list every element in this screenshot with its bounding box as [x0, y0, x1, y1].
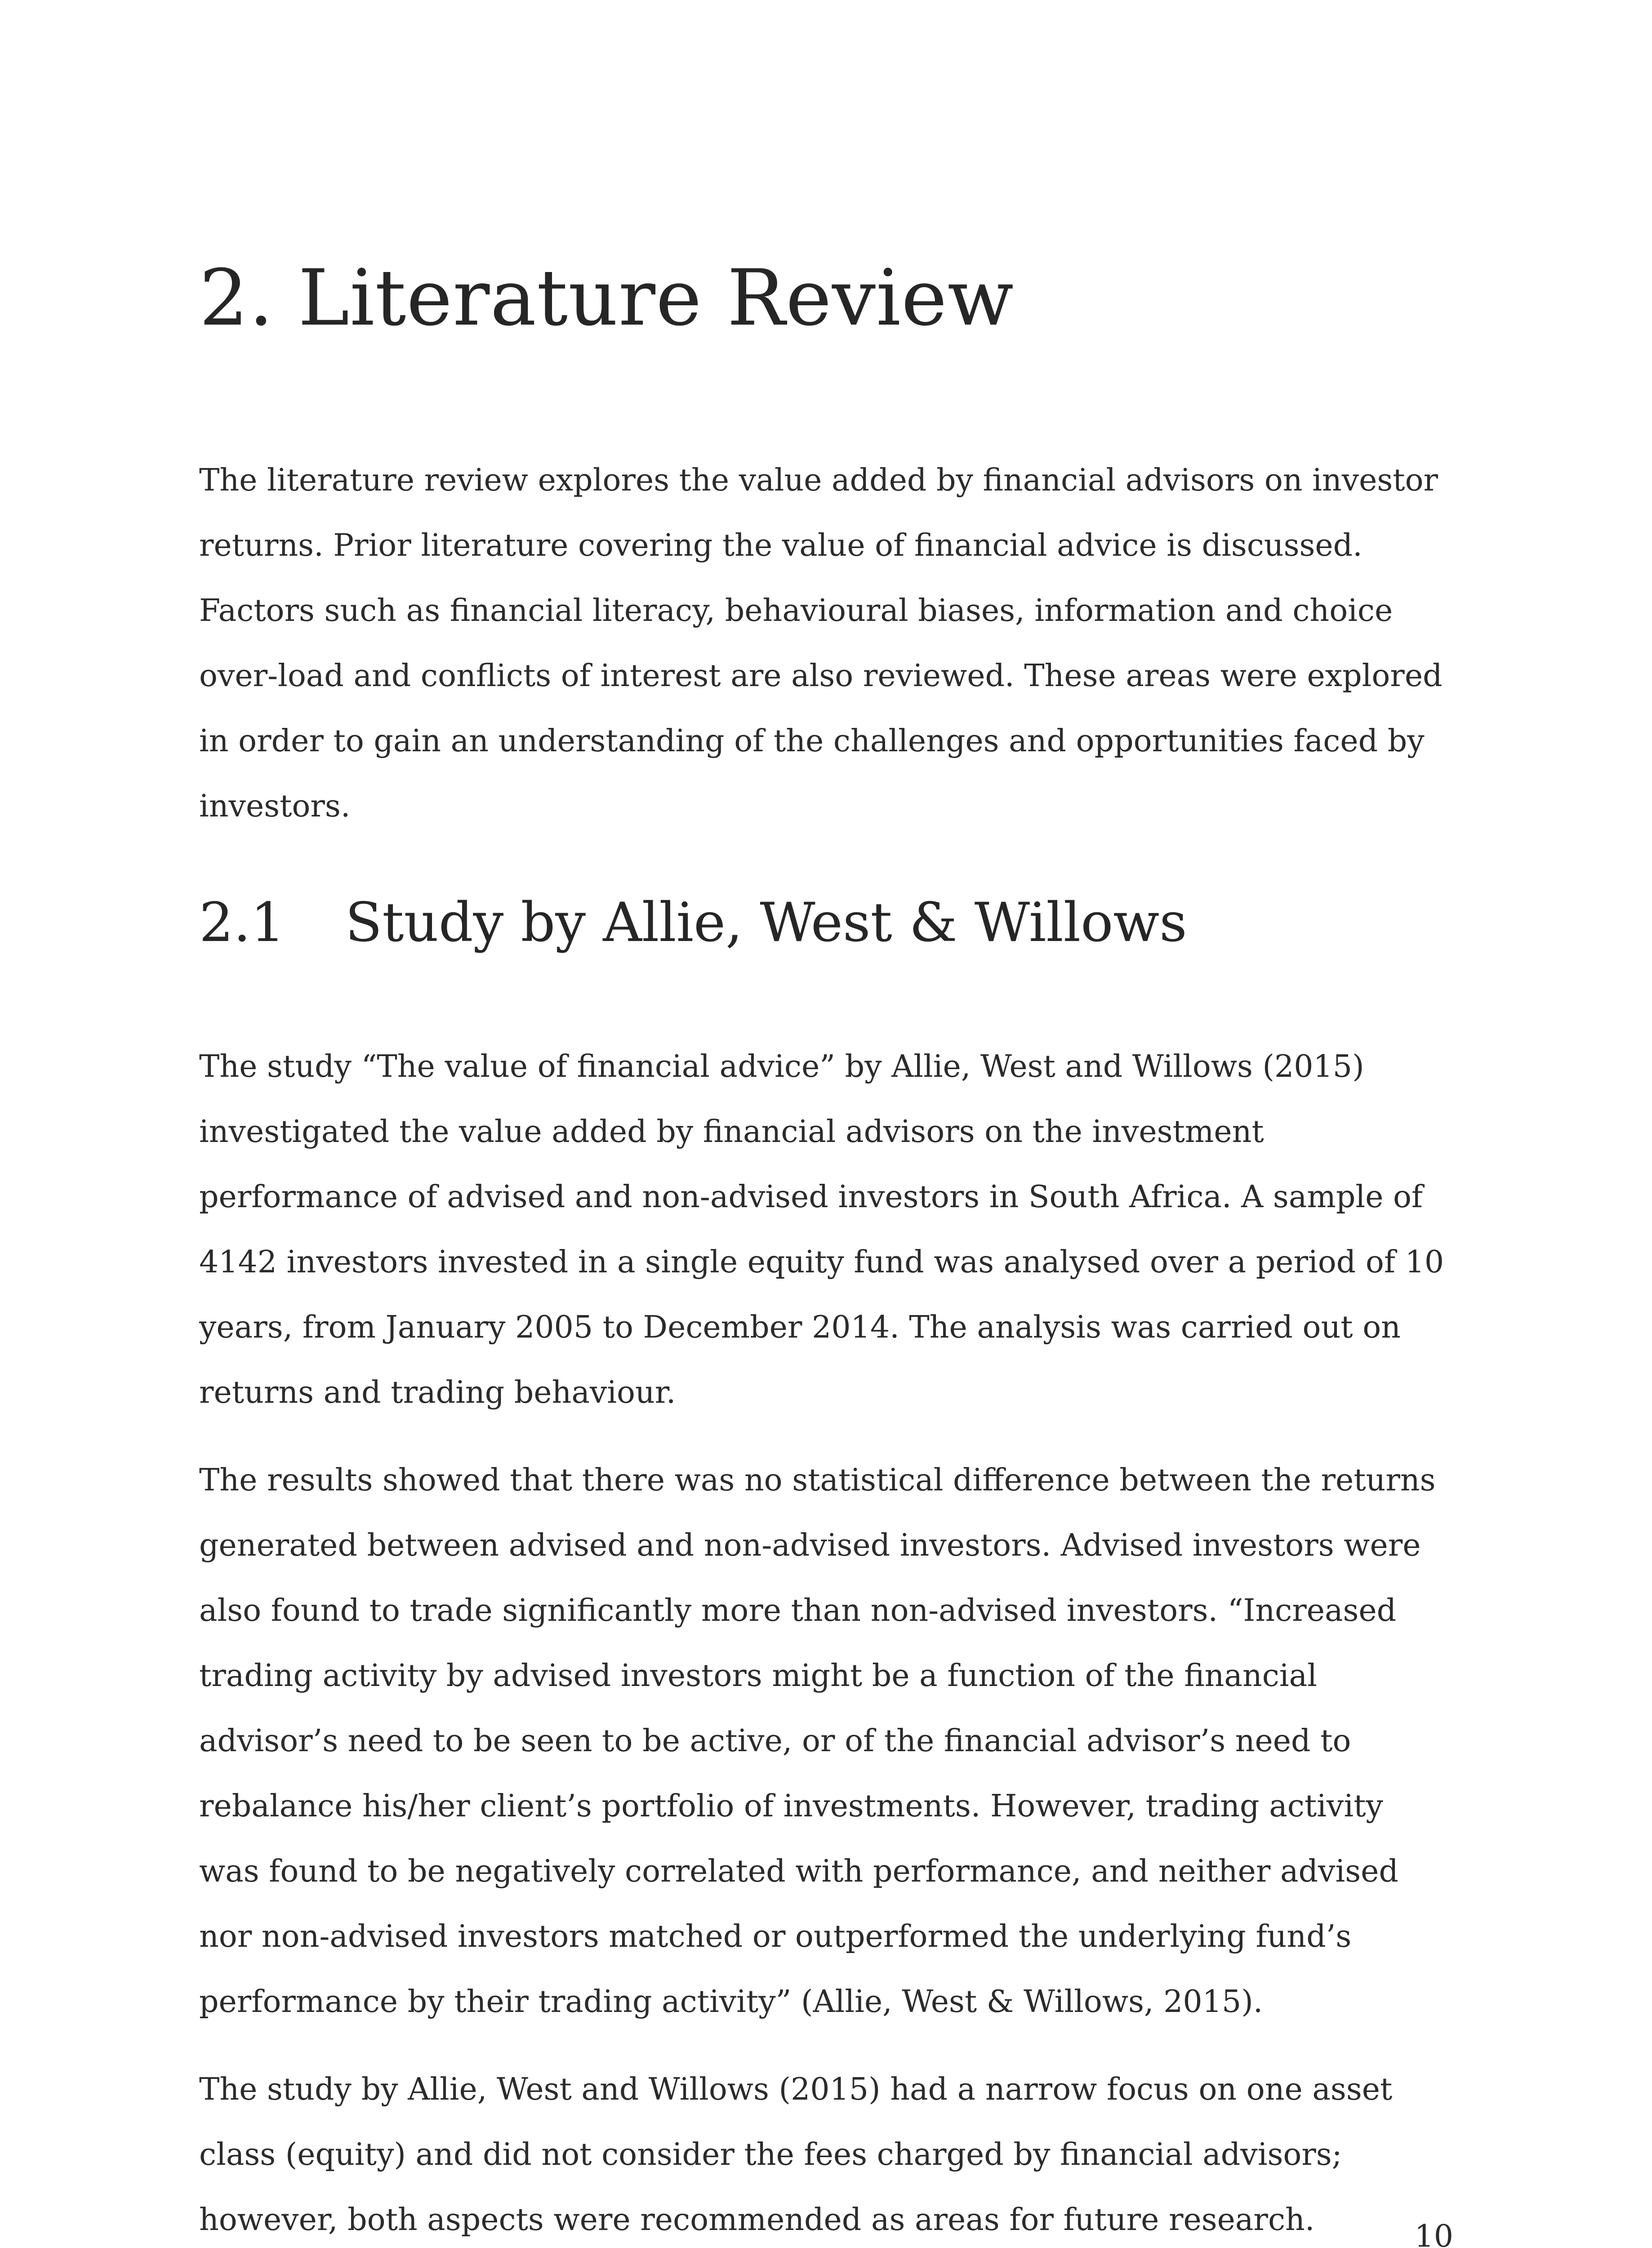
section-title: Study by Allie, West & Willows [345, 892, 1187, 955]
section-paragraph-1: The study “The value of financial advice” by Allie, West and Willows (2015) investigated the value added by financial advisors on the investment performance of advised and non-advised investors in South Africa. A sample of 4142 investors invested in a single equity fund was analysed over a period of 10 years, from January 2005 to December 2014. The analysis was carried out on returns and trading behaviour. [199, 1049, 1444, 1411]
section-number: 2.1 [199, 892, 285, 955]
chapter-title: Literature Review [298, 253, 1014, 343]
section-paragraph-2: The results showed that there was no statistical difference between the returns generated between advised and non-advised investors. Advised investors were also found to trade significantly more than non-advised investors. “Increased trading activity by advised investors might be a function of the financial advisor’s need to be seen to be active, or of the financial advisor’s need to rebalance his/her client’s portfolio of investments. However, trading activity was found to be negatively correlated with performance, and neither advised nor non-advised investors matched or outperformed the underlying fund’s performance by their trading activity” (Allie, West & Willows, 2015). [199, 1463, 1436, 2020]
page-number: 10 [1414, 2219, 1453, 2248]
intro-paragraph: The literature review explores the value added by financial advisors on investor returns. Prior literature covering the value of financial advice is discussed. Factors such as financial literacy, behavioural biases, information and choice over-load and conflicts of interest are also reviewed. These areas were explored in order to gain an understanding of the challenges and opportunities faced by investors. [199, 463, 1443, 825]
section-heading [199, 891, 1449, 955]
chapter-number: 2. [199, 253, 274, 343]
section-paragraph-3: The study by Allie, West and Willows (2015) had a narrow focus on one asset class (equity) and did not consider the fees charged by financial advisors; however, both aspects were recommended as areas for future research. [199, 2072, 1393, 2238]
page-content [199, 252, 1449, 2248]
chapter-heading [199, 252, 1449, 344]
